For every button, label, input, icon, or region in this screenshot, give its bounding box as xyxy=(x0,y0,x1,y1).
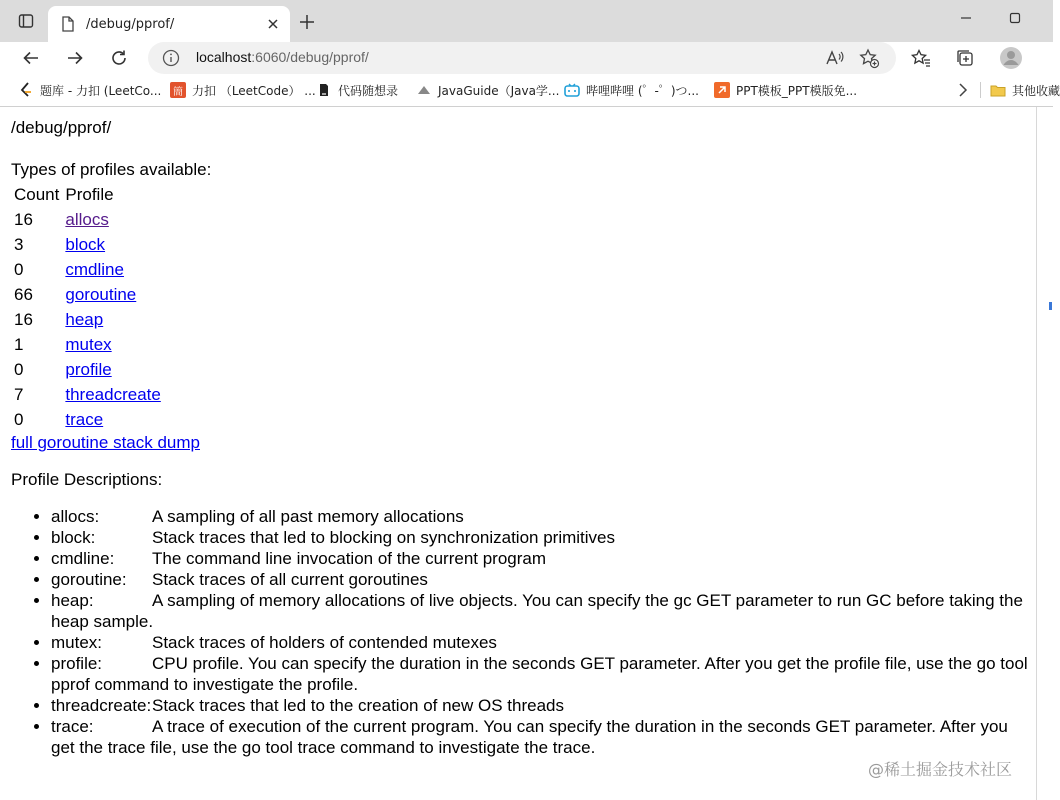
table-row xyxy=(11,282,164,307)
rail-indicator xyxy=(1049,302,1052,310)
minimize-button[interactable] xyxy=(946,4,986,32)
table-header-row xyxy=(11,182,164,207)
bookmark-javaguide[interactable] xyxy=(416,80,559,100)
profile-count: 0 xyxy=(14,360,24,379)
profile-count: 1 xyxy=(14,335,24,354)
javaguide-icon xyxy=(416,82,432,98)
list-item xyxy=(51,695,1029,716)
arrow-right-icon xyxy=(66,49,84,67)
descriptions-title: Profile Descriptions: xyxy=(11,470,163,489)
tab-actions-icon xyxy=(18,13,34,29)
bookmarks-bar xyxy=(0,76,1060,104)
description-name: mutex: xyxy=(51,633,103,652)
minimize-icon xyxy=(960,12,972,24)
description-name: trace: xyxy=(51,717,94,736)
collections-icon xyxy=(955,48,975,68)
description-text: A sampling of all past memory allocations xyxy=(152,507,464,526)
tab-actions-button[interactable] xyxy=(12,9,40,33)
description-name: cmdline: xyxy=(51,549,115,568)
maximize-icon xyxy=(1009,12,1021,24)
list-item xyxy=(51,632,1029,653)
bookmark-label: JavaGuide（Java学... xyxy=(438,83,560,98)
table-row xyxy=(11,382,164,407)
description-text: Stack traces of holders of contended mutexes xyxy=(152,633,497,652)
description-text: A trace of execution of the current program. You can specify the duration in the seconds GET parameter. After you get the trace file, use the go tool trace command to investigate the trace. xyxy=(51,717,1008,757)
types-label: Types of profiles available: xyxy=(11,160,212,179)
description-text: The command line invocation of the current program xyxy=(152,549,547,568)
description-text: A sampling of memory allocations of live objects. You can specify the gc GET parameter to run GC before taking the heap sample. xyxy=(51,591,1023,631)
address-path: :6060/debug/pprof/ xyxy=(251,49,369,65)
profile-link-threadcreate[interactable]: threadcreate xyxy=(65,385,161,404)
bookmark-ppt[interactable] xyxy=(714,80,857,100)
avatar-icon xyxy=(999,46,1023,70)
profile-count: 7 xyxy=(14,385,24,404)
description-name: profile: xyxy=(51,654,103,673)
table-row xyxy=(11,232,164,257)
bookmark-bilibili[interactable] xyxy=(564,80,699,100)
active-tab[interactable] xyxy=(48,6,290,42)
table-row xyxy=(11,407,164,432)
description-name: threadcreate: xyxy=(51,696,152,715)
table-row xyxy=(11,257,164,282)
list-item xyxy=(51,548,1029,569)
list-item xyxy=(51,716,1029,758)
profile-link-trace[interactable]: trace xyxy=(65,410,104,429)
refresh-icon xyxy=(110,49,128,67)
favorites-icon xyxy=(911,48,931,68)
new-tab-button[interactable] xyxy=(294,9,320,35)
address-host: localhost xyxy=(196,49,252,65)
tab-title: /debug/pprof/ xyxy=(86,16,175,32)
plus-icon xyxy=(299,14,315,30)
page-title: /debug/pprof/ xyxy=(11,118,112,137)
leetcode-icon xyxy=(18,82,34,98)
table-row xyxy=(11,357,164,382)
profile-count: 0 xyxy=(14,260,24,279)
profiles-table xyxy=(11,182,164,432)
description-name: block: xyxy=(51,528,96,547)
description-text: Stack traces that led to blocking on synchronization primitives xyxy=(152,528,616,547)
favorites-button[interactable] xyxy=(906,43,936,73)
profile-link-block[interactable]: block xyxy=(65,235,106,254)
bookmark-other-favorites[interactable] xyxy=(990,80,1060,100)
bookmark-label: 题库 - 力扣 (LeetCo... xyxy=(40,83,162,98)
collections-button[interactable] xyxy=(950,43,980,73)
bookmarks-separator xyxy=(980,82,981,98)
forward-button[interactable] xyxy=(60,43,90,73)
address-bar[interactable] xyxy=(148,42,896,74)
full-goroutine-dump-link[interactable]: full goroutine stack dump xyxy=(11,433,200,452)
jian-icon: 簡 xyxy=(170,82,186,98)
table-row xyxy=(11,207,164,232)
table-row xyxy=(11,332,164,357)
list-item xyxy=(51,527,1029,548)
bookmark-label: PPT模板_PPT模版免... xyxy=(736,83,858,98)
column-header-count: Count xyxy=(14,185,60,204)
bookmark-leetcode[interactable] xyxy=(170,80,316,100)
bookmark-leetcode-problems[interactable] xyxy=(18,80,161,100)
folder-icon xyxy=(990,82,1006,98)
profile-button[interactable] xyxy=(996,43,1026,73)
bookmark-label: 力扣 （LeetCode） ... xyxy=(192,83,316,98)
profile-link-goroutine[interactable]: goroutine xyxy=(65,285,137,304)
profile-count: 0 xyxy=(14,410,24,429)
arrow-left-icon xyxy=(22,49,40,67)
description-text: Stack traces that led to the creation of new OS threads xyxy=(152,696,565,715)
read-aloud-button[interactable] xyxy=(824,47,846,69)
table-row xyxy=(11,307,164,332)
profile-count: 3 xyxy=(14,235,24,254)
descriptions-list xyxy=(11,506,1029,758)
chevron-right-icon xyxy=(958,83,968,97)
refresh-button[interactable] xyxy=(104,43,134,73)
navigation-toolbar xyxy=(0,42,1053,74)
page-icon xyxy=(60,16,76,32)
description-name: heap: xyxy=(51,591,94,610)
list-item xyxy=(51,653,1029,695)
profile-count: 66 xyxy=(14,285,33,304)
tab-close-button[interactable] xyxy=(262,13,284,35)
list-item xyxy=(51,506,1029,527)
description-text: CPU profile. You can specify the duration in the seconds GET parameter. After you get the profile file, use the go tool pprof command to investigate the profile. xyxy=(51,654,1028,694)
tab-bar xyxy=(0,0,1053,42)
profile-link-allocs[interactable]: allocs xyxy=(65,210,109,229)
page-body xyxy=(11,117,1029,758)
description-name: goroutine: xyxy=(51,570,127,589)
maximize-button[interactable] xyxy=(995,4,1035,32)
bookmarks-overflow-button[interactable] xyxy=(954,80,972,100)
code-icon xyxy=(316,82,332,98)
close-icon xyxy=(267,18,279,30)
bookmark-label: 哔哩哔哩 (゜-゜)つ... xyxy=(586,83,699,98)
info-icon[interactable] xyxy=(162,49,180,67)
back-button[interactable] xyxy=(16,43,46,73)
profile-link-heap[interactable]: heap xyxy=(65,310,104,329)
profile-count: 16 xyxy=(14,210,33,229)
bookmark-label: 其他收藏 xyxy=(1012,83,1060,98)
address-url[interactable] xyxy=(196,49,369,65)
list-item xyxy=(51,569,1029,590)
page-viewport xyxy=(0,107,1037,800)
read-aloud-icon xyxy=(825,49,845,67)
description-text: Stack traces of all current goroutines xyxy=(152,570,428,589)
bookmark-code-thinking[interactable] xyxy=(316,80,398,100)
add-favorite-icon[interactable] xyxy=(858,47,880,69)
list-item xyxy=(51,590,1029,632)
right-side-rail xyxy=(1037,107,1053,800)
description-name: allocs: xyxy=(51,507,100,526)
bookmark-label: 代码随想录 xyxy=(338,83,399,98)
profile-count: 16 xyxy=(14,310,33,329)
watermark: @稀土掘金技术社区 xyxy=(868,760,1013,779)
profile-link-mutex[interactable]: mutex xyxy=(65,335,112,354)
bilibili-icon xyxy=(564,82,580,98)
profile-link-profile[interactable]: profile xyxy=(65,360,112,379)
ppt-icon xyxy=(714,82,730,98)
profile-link-cmdline[interactable]: cmdline xyxy=(65,260,124,279)
column-header-profile: Profile xyxy=(65,185,114,204)
